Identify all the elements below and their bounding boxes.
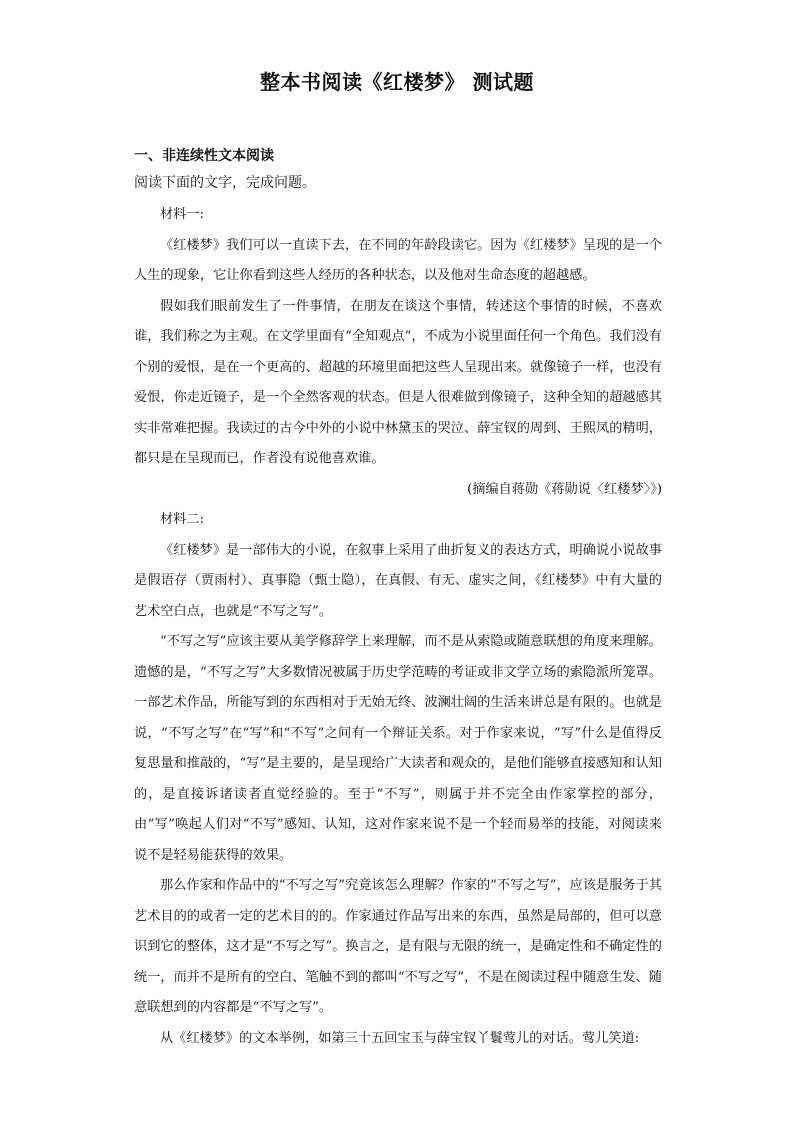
material-one-label: 材料一: (160, 207, 205, 222)
material-two-label: 材料二: (160, 512, 205, 527)
material-two-paragraph-3: 那么作家和作品中的“不写之写”究竟该怎么理解？作家的“不写之写”，应该是服务于其艺术目的的或者一定的艺术目的的。作家通过作品写出来的东西，虽然是局部的，但可以意识到它的整体，这才是“不写之写”。换言之，是有限与无限的统一，是确定性和不确定性的统一，而并不是所有的空白、笔触不到的都叫“不写之写”，不是在阅读过程中随意生发、随意联想到的内容都是“不写之写”。 (134, 878, 662, 1015)
material-two-paragraph-4: 从《红楼梦》的文本举例，如第三十五回宝玉与薛宝钗丫鬟莺儿的对话。莺儿笑道: (160, 1030, 640, 1046)
material-one-source: (摘编自蒋勋《蒋勋说〈红楼梦〉》) (467, 481, 662, 497)
instruction-text: 阅读下面的文字，完成问题。 (134, 175, 316, 191)
page-title: 整本书阅读《红楼梦》 测试题 (260, 70, 534, 94)
material-two-paragraph-1: 《红楼梦》是一部伟大的小说，在叙事上采用了曲折复义的表达方式，明确说小说故事是假语存（贾雨村）、真事隐（甄士隐），在真假、有无、虚实之间，《红楼梦》中有大量的艺术空白点，也就是“不写之写”。 (134, 542, 662, 619)
material-one-paragraph-2: 假如我们眼前发生了一件事情，在朋友在谈这个事情，转述这个事情的时候，不喜欢谁，我们称之为主观。在文学里面有“全知观点”，不成为小说里面任何一个角色。我们没有个别的爱恨，是在一个更高的、超越的环境里面把这些人呈现出来。就像镜子一样，也没有爱恨，你走近镜子，是一个全然客观的状态。但是人很难做到像镜子，这种全知的超越感其实非常难把握。我读过的古今中外的小说中林黛玉的哭泣、薛宝钗的周到、王熙凤的精明，都只是在呈现而已，作者没有说他喜欢谁。 (134, 298, 662, 466)
reading-passage (134, 200, 662, 1054)
material-one-paragraph-1: 《红楼梦》我们可以一直读下去，在不同的年龄段读它。因为《红楼梦》呈现的是一个人生的现象，它让你看到这些人经历的各种状态，以及他对生命态度的超越感。 (134, 237, 662, 283)
material-two-paragraph-2: “不写之写”应该主要从美学修辞学上来理解，而不是从索隐或随意联想的角度来理解。遗憾的是，“不写之写”大多数情况被属于历史学范畴的考证或非文学立场的索隐派所笼罩。一部艺术作品，所能写到的东西相对于无始无终、波澜壮阔的生活来讲总是有限的。也就是说，“不写之写”在“写”和“不写”之间有一个辩证关系。对于作家来说，“写”什么是值得反复思量和推敲的，“写”是主要的，是呈现给广大读者和观众的，是他们能够直接感知和认知的，是直接诉诸读者直觉经验的。至于“不写”，则属于并不完全由作家掌控的部分，由“写”唤起人们对“不写”感知、认知，这对作家来说不是一个轻而易举的技能，对阅读来说不是轻易能获得的效果。 (134, 634, 662, 863)
section-heading: 一、非连续性文本阅读 (134, 148, 274, 164)
